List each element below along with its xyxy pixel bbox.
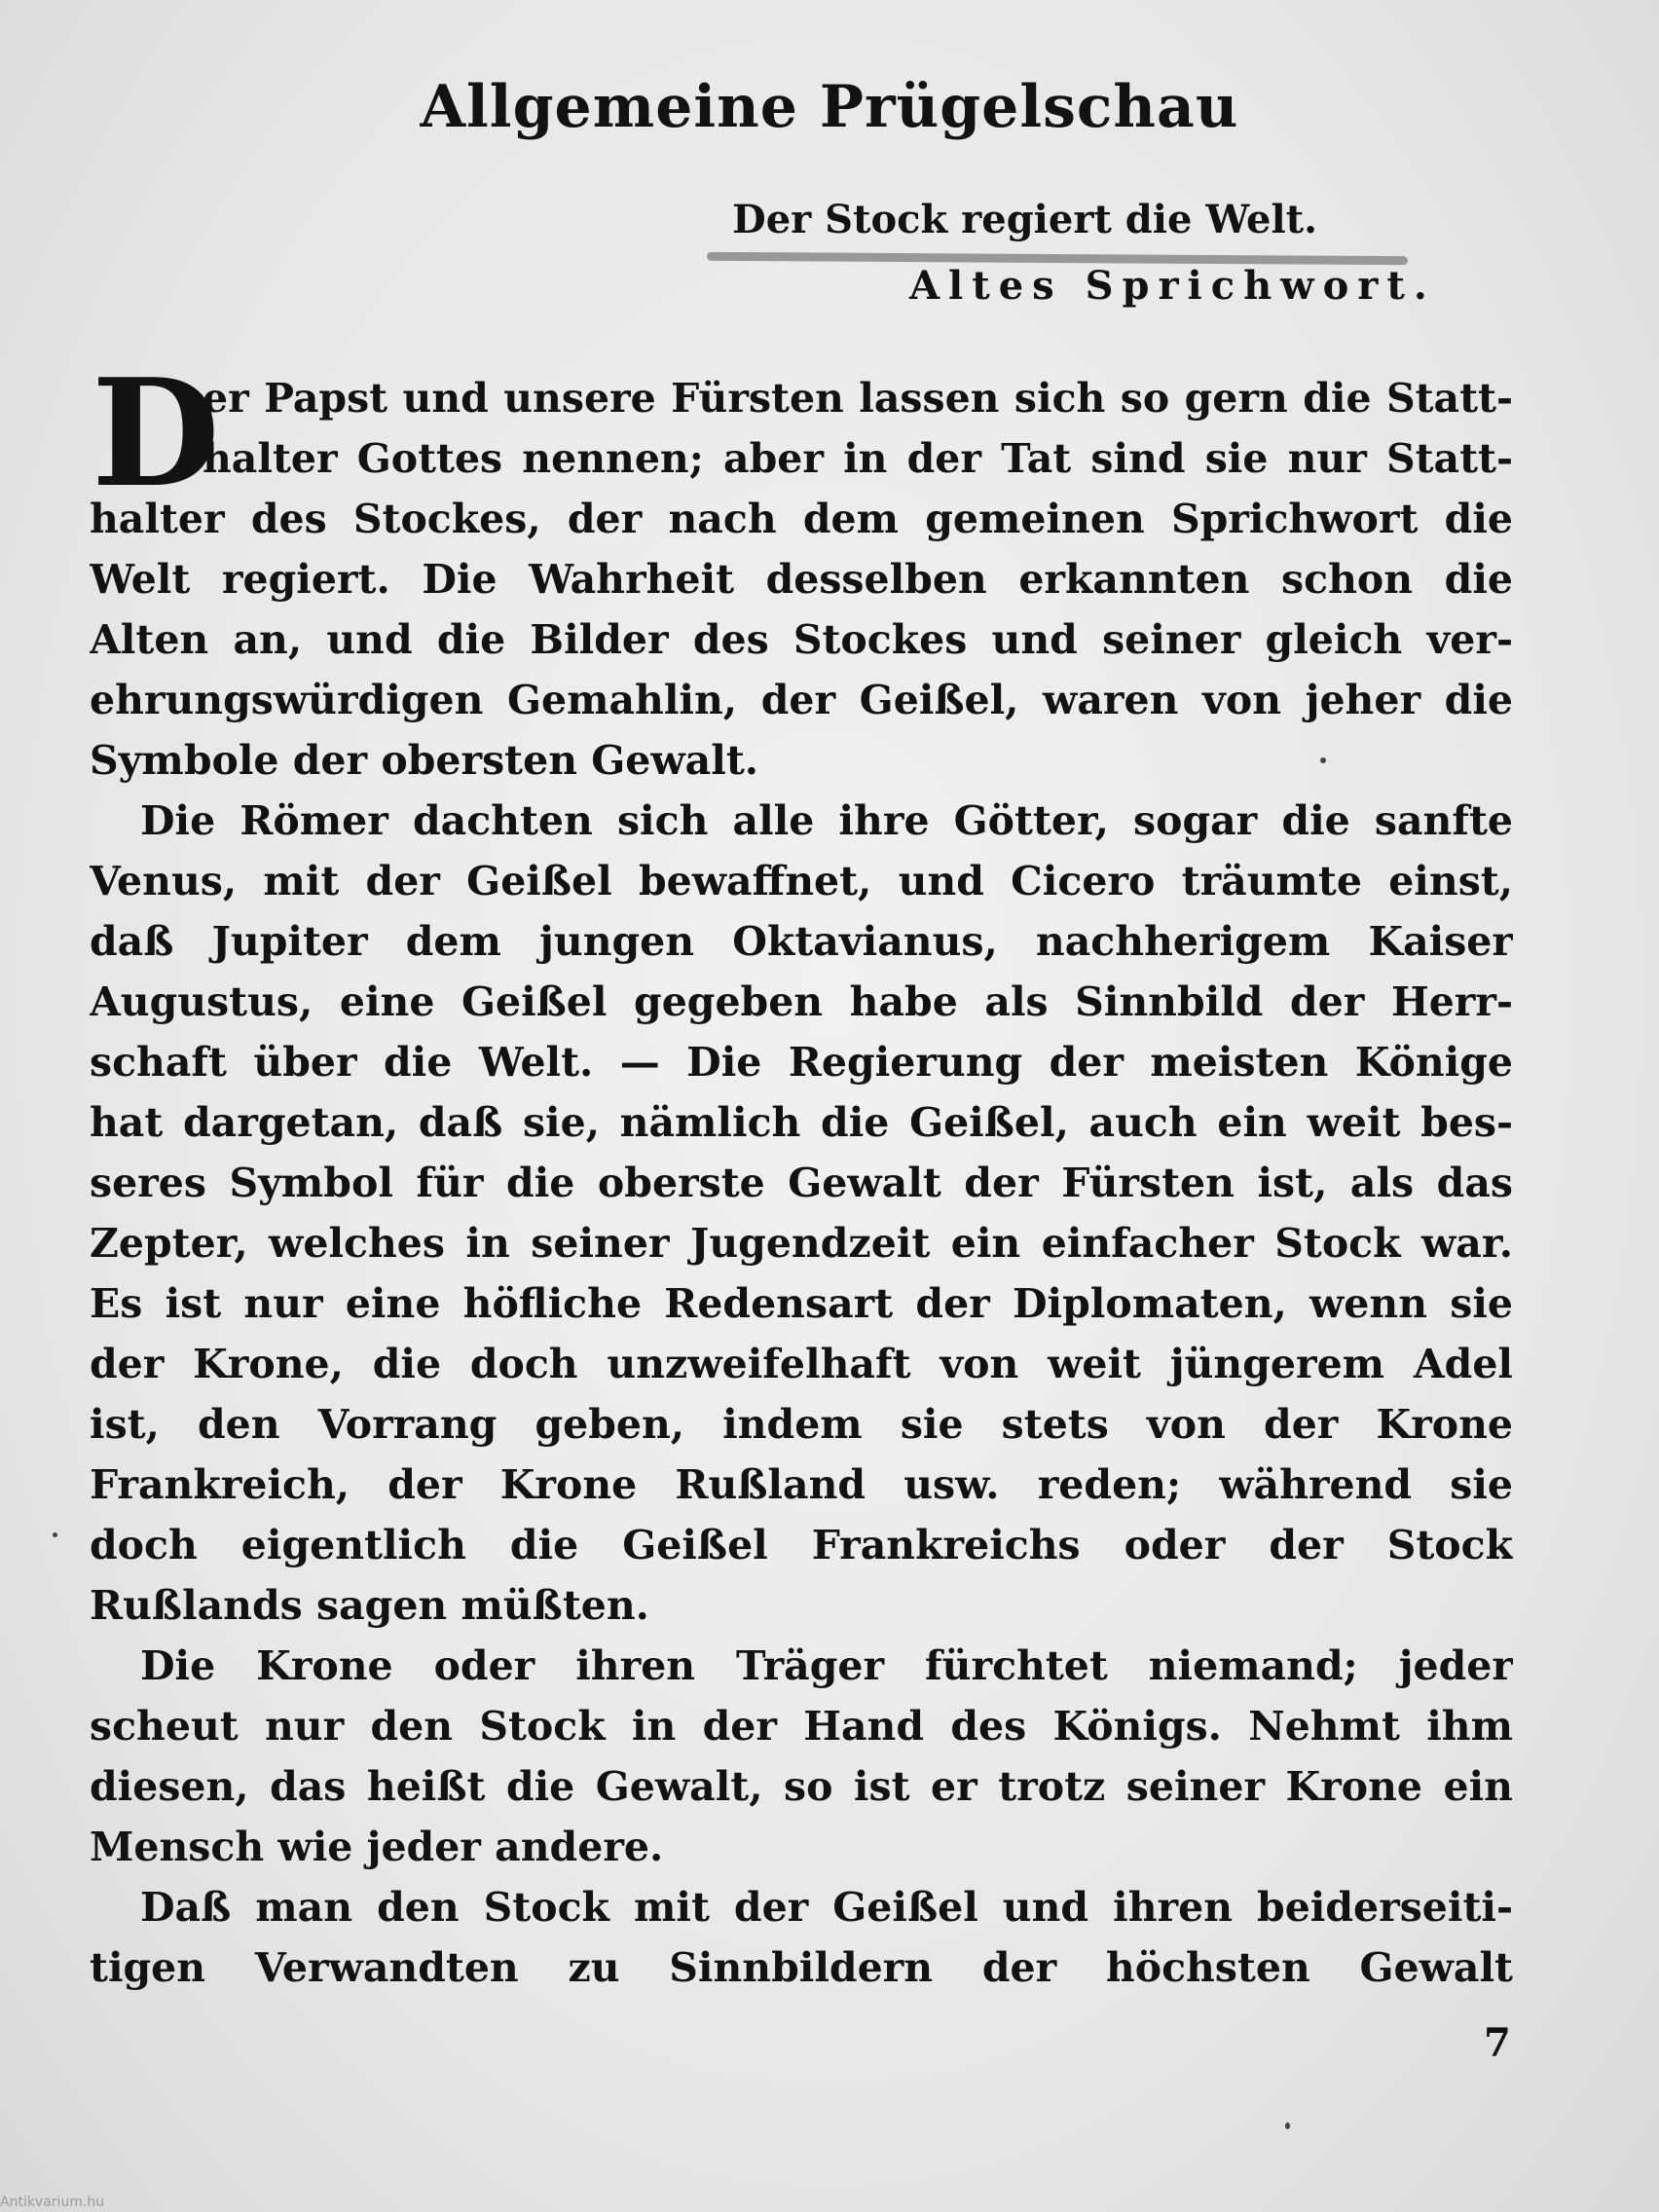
text-line: diesen, das heißt die Gewalt, so ist er trotz seiner Krone ein — [90, 1763, 1513, 1810]
drop-cap: D — [92, 346, 220, 520]
text-line: scheut nur den Stock in der Hand des Königs. Nehmt ihm — [90, 1703, 1513, 1750]
text-line: ist, den Vorrang geben, indem sie stets von der Krone — [90, 1401, 1513, 1448]
paper-speck — [1285, 2122, 1290, 2129]
text-line: doch eigentlich die Geißel Frankreichs oder der Stock — [90, 1522, 1513, 1568]
paper-speck — [53, 1532, 57, 1537]
text-line: Es ist nur eine höfliche Redensart der Diplomaten, wenn sie — [90, 1280, 1513, 1327]
text-line: schaft über die Welt. — Die Regierung der meisten Könige — [90, 1039, 1513, 1086]
text-line: seres Symbol für die oberste Gewalt der Fürsten ist, als das — [90, 1160, 1513, 1206]
text-line: halter des Stockes, der nach dem gemeinen Sprichwort die — [90, 496, 1513, 542]
text-line: ehrungswürdigen Gemahlin, der Geißel, waren von jeher die — [90, 677, 1513, 723]
text-line: Venus, mit der Geißel bewaffnet, und Cicero träumte einst, — [90, 858, 1513, 904]
body-text — [90, 346, 1513, 1998]
paper-speck — [1320, 757, 1326, 763]
text-line: Die Krone oder ihren Träger fürchtet niemand; jeder — [140, 1642, 1513, 1689]
motto-attribution: Altes Sprichwort. — [909, 263, 1436, 309]
text-line: Rußlands sagen müßten. — [90, 1582, 649, 1629]
watermark-text: Antikvarium.hu — [0, 2194, 105, 2210]
text-line: Zepter, welches in seiner Jugendzeit ein einfacher Stock war. — [90, 1220, 1513, 1267]
text-line: Alten an, und die Bilder des Stockes und seiner gleich ver- — [90, 616, 1513, 663]
text-line: Augustus, eine Geißel gegeben habe als Sinnbild der Herr- — [90, 978, 1513, 1025]
text-line: daß Jupiter dem jungen Oktavianus, nachherigem Kaiser — [90, 918, 1513, 965]
text-line: hat dargetan, daß sie, nämlich die Geißel, auch ein weit bes- — [90, 1099, 1513, 1146]
page-number: 7 — [1484, 2020, 1511, 2066]
text-line: Symbole der obersten Gewalt. — [90, 737, 759, 784]
text-line: Frankreich, der Krone Rußland usw. reden; während sie — [90, 1461, 1513, 1508]
text-line: Die Römer dachten sich alle ihre Götter, sogar die sanfte — [140, 797, 1513, 844]
text-line: Mensch wie jeder andere. — [90, 1824, 664, 1870]
text-line: halter Gottes nennen; aber in der Tat sind sie nur Statt- — [203, 435, 1513, 482]
text-line: er Papst und unsere Fürsten lassen sich so gern die Statt- — [203, 375, 1513, 422]
text-line: Daß man den Stock mit der Geißel und ihren beiderseiti- — [140, 1884, 1513, 1931]
text-line: Welt regiert. Die Wahrheit desselben erkannten schon die — [90, 556, 1513, 603]
chapter-title: Allgemeine Prügelschau — [420, 73, 1239, 141]
text-line: der Krone, die doch unzweifelhaft von weit jüngerem Adel — [90, 1341, 1513, 1387]
motto-quote: Der Stock regiert die Welt. — [732, 197, 1318, 242]
text-line: tigen Verwandten zu Sinnbildern der höchsten Gewalt — [90, 1944, 1513, 1991]
